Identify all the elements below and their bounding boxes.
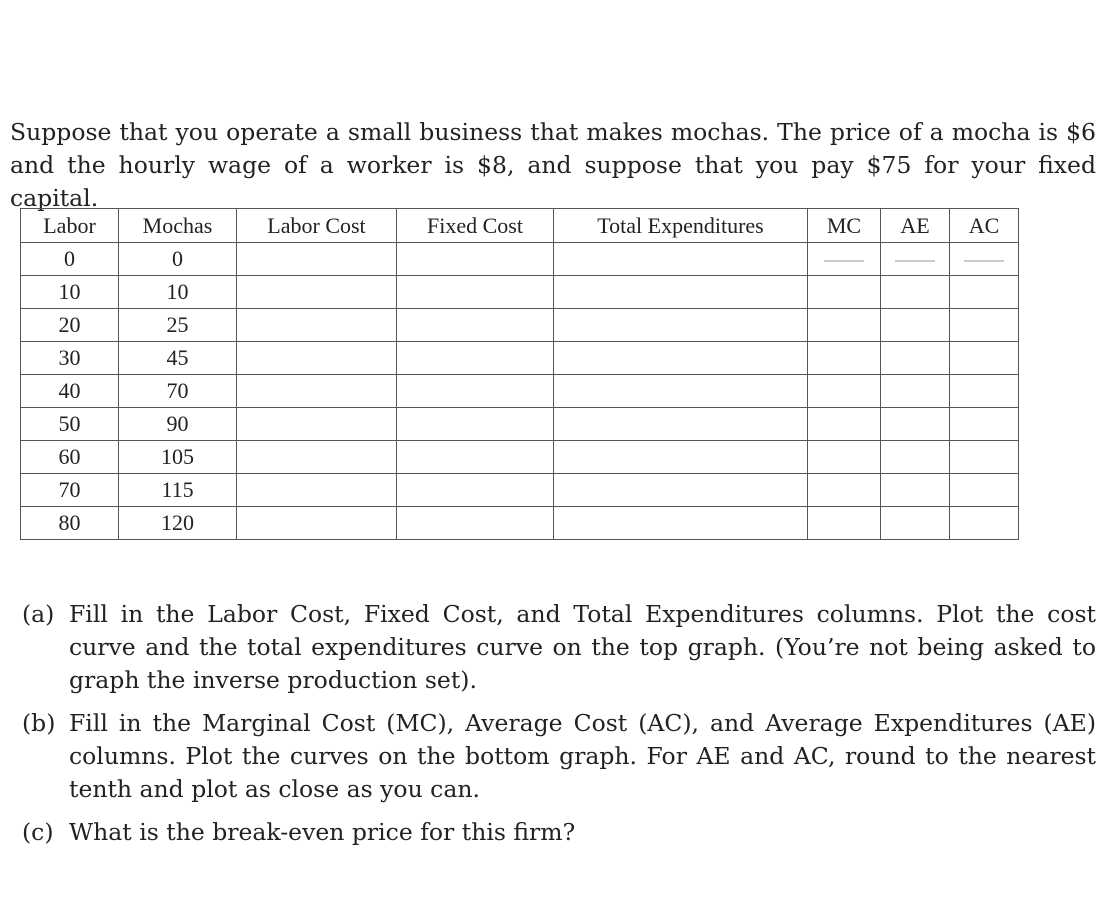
ae-cell: [881, 309, 950, 342]
mc-cell: [808, 243, 881, 276]
table-row: [21, 441, 1019, 474]
header-mc: MC: [808, 209, 881, 243]
table-row: [21, 276, 1019, 309]
mochas-cell: 0: [119, 243, 237, 276]
total-expenditures-cell: [554, 375, 808, 408]
table-body: [21, 243, 1019, 540]
labor-cost-cell: [237, 507, 397, 540]
mc-cell: [808, 507, 881, 540]
question-b: [22, 707, 1096, 806]
labor-cell: 50: [21, 408, 119, 441]
ae-cell: [881, 243, 950, 276]
ac-cell: [950, 342, 1019, 375]
ae-cell: [881, 507, 950, 540]
question-text: Fill in the Marginal Cost (MC), Average Cost (AC), and Average Expenditures (AE) columns. Plot the curves on the bottom graph. For AE and AC, round to the nearest tenth and plot as close as you can.: [69, 709, 1096, 803]
labor-cell: 70: [21, 474, 119, 507]
problem-statement: Suppose that you operate a small business that makes mochas. The price of a mocha is $6 and the hourly wage of a worker is $8, and suppose that you pay $75 for your fixed capital.: [10, 118, 1096, 212]
fixed-cost-cell: [397, 441, 554, 474]
labor-cell: 40: [21, 375, 119, 408]
ac-cell: [950, 441, 1019, 474]
fixed-cost-cell: [397, 375, 554, 408]
mochas-cell: 10: [119, 276, 237, 309]
ac-cell: [950, 408, 1019, 441]
mochas-cell: 45: [119, 342, 237, 375]
fixed-cost-cell: [397, 507, 554, 540]
table-row: [21, 342, 1019, 375]
not-applicable-dash: [824, 260, 864, 262]
labor-cost-cell: [237, 243, 397, 276]
fixed-cost-cell: [397, 342, 554, 375]
question-text: Fill in the Labor Cost, Fixed Cost, and Total Expenditures columns. Plot the cost curve and the total expenditures curve on the top graph. (You’re not being asked to graph the inverse production set).: [69, 600, 1096, 694]
fixed-cost-cell: [397, 276, 554, 309]
labor-cost-cell: [237, 474, 397, 507]
ae-cell: [881, 375, 950, 408]
labor-cost-cell: [237, 276, 397, 309]
question-a: [22, 598, 1096, 697]
question-marker: (b): [22, 709, 56, 737]
not-applicable-dash: [964, 260, 1004, 262]
not-applicable-dash: [895, 260, 935, 262]
total-expenditures-cell: [554, 474, 808, 507]
labor-cell: 30: [21, 342, 119, 375]
ac-cell: [950, 474, 1019, 507]
fixed-cost-cell: [397, 243, 554, 276]
ae-cell: [881, 276, 950, 309]
mochas-cell: 115: [119, 474, 237, 507]
labor-cell: 10: [21, 276, 119, 309]
table-row: [21, 243, 1019, 276]
labor-cost-cell: [237, 309, 397, 342]
mc-cell: [808, 309, 881, 342]
header-labor: Labor: [21, 209, 119, 243]
total-expenditures-cell: [554, 342, 808, 375]
question-text: What is the break-even price for this firm?: [69, 818, 576, 846]
mc-cell: [808, 342, 881, 375]
question-marker: (a): [22, 600, 55, 628]
total-expenditures-cell: [554, 309, 808, 342]
labor-cost-cell: [237, 441, 397, 474]
table-header-row: [21, 209, 1019, 243]
question-list: [22, 598, 1096, 859]
labor-cell: 0: [21, 243, 119, 276]
header-ac: AC: [950, 209, 1019, 243]
total-expenditures-cell: [554, 441, 808, 474]
question-c: [22, 816, 1096, 849]
labor-cost-cell: [237, 408, 397, 441]
ae-cell: [881, 342, 950, 375]
ae-cell: [881, 408, 950, 441]
ac-cell: [950, 507, 1019, 540]
table-row: [21, 408, 1019, 441]
ac-cell: [950, 309, 1019, 342]
fixed-cost-cell: [397, 309, 554, 342]
mochas-cell: 120: [119, 507, 237, 540]
table-row: [21, 375, 1019, 408]
header-total-expenditures: Total Expenditures: [554, 209, 808, 243]
mc-cell: [808, 375, 881, 408]
question-marker: (c): [22, 818, 54, 846]
fixed-cost-cell: [397, 408, 554, 441]
mochas-cell: 105: [119, 441, 237, 474]
labor-cost-cell: [237, 342, 397, 375]
mc-cell: [808, 408, 881, 441]
ae-cell: [881, 474, 950, 507]
labor-cost-cell: [237, 375, 397, 408]
header-ae: AE: [881, 209, 950, 243]
labor-cell: 60: [21, 441, 119, 474]
ac-cell: [950, 276, 1019, 309]
total-expenditures-cell: [554, 243, 808, 276]
header-fixed-cost: Fixed Cost: [397, 209, 554, 243]
mc-cell: [808, 474, 881, 507]
mochas-cell: 90: [119, 408, 237, 441]
mochas-cell: 25: [119, 309, 237, 342]
ac-cell: [950, 243, 1019, 276]
labor-cell: 80: [21, 507, 119, 540]
cost-table: [20, 208, 1019, 540]
ae-cell: [881, 441, 950, 474]
total-expenditures-cell: [554, 507, 808, 540]
mochas-cell: 70: [119, 375, 237, 408]
table-row: [21, 309, 1019, 342]
ac-cell: [950, 375, 1019, 408]
labor-cell: 20: [21, 309, 119, 342]
total-expenditures-cell: [554, 276, 808, 309]
fixed-cost-cell: [397, 474, 554, 507]
total-expenditures-cell: [554, 408, 808, 441]
header-mochas: Mochas: [119, 209, 237, 243]
mc-cell: [808, 276, 881, 309]
table-row: [21, 474, 1019, 507]
mc-cell: [808, 441, 881, 474]
header-labor-cost: Labor Cost: [237, 209, 397, 243]
table-row: [21, 507, 1019, 540]
